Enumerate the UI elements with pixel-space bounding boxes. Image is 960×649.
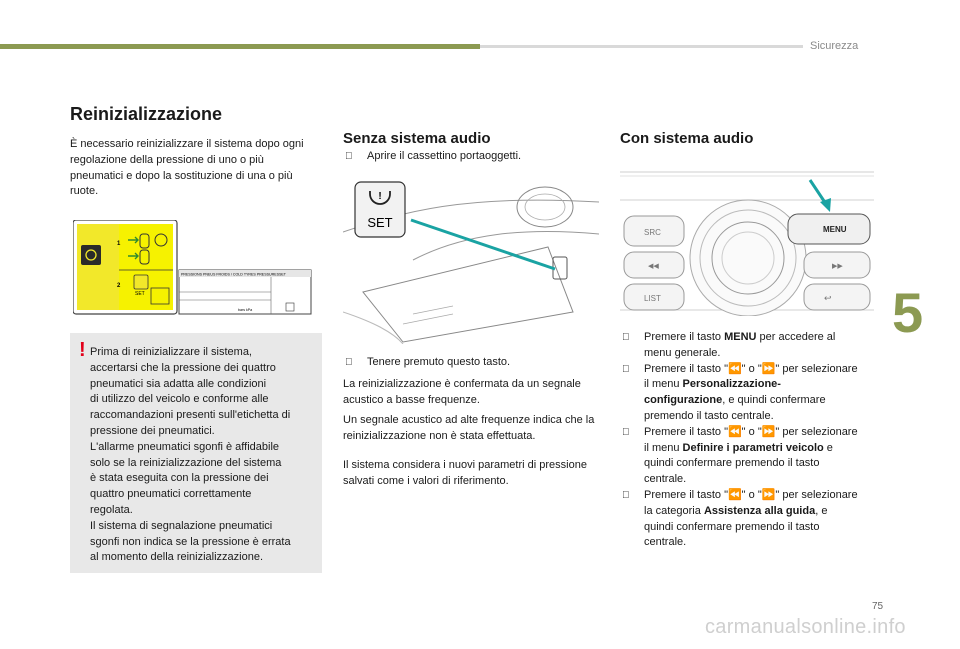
page-number: 75: [872, 601, 884, 612]
step-key: Personalizzazione-configurazione: [644, 378, 781, 407]
chapter-number: 5: [892, 281, 924, 344]
svg-text:▶▶: ▶▶: [832, 263, 843, 270]
audio-steps: [622, 330, 858, 551]
no-audio-para-1: La reinizializzazione è confermata da un segnale acustico a basse frequenze.: [343, 378, 581, 406]
panel-menu-label: MENU: [823, 225, 847, 234]
svg-text:!: !: [378, 191, 382, 202]
audio-step-2: [622, 362, 858, 425]
watermark: carmanualsonline.info: [705, 616, 906, 638]
warning-line: solo se la reinizializzazione del sistema: [90, 456, 282, 469]
audio-panel-figure: [620, 170, 874, 316]
warning-line: accertarsi che la pressione dei quattro: [90, 361, 276, 374]
step-2-number: 2: [117, 283, 121, 289]
step-text: Premere il tasto "⏪" o "⏩" per selezionare il menu: [644, 362, 858, 391]
bullet-icon: [622, 488, 644, 551]
warning-text: [90, 345, 318, 566]
header-accent-bar: [0, 44, 480, 49]
section-label: Sicurezza: [810, 40, 859, 52]
warning-line: raccomandazioni presenti sull'etichetta di: [90, 409, 291, 422]
warning-line: sgonfi non indica se la pressione è errata: [90, 535, 291, 548]
warning-line: di utilizzo del veicolo e conforme alle: [90, 393, 269, 406]
plate-footer: bars kPa: [238, 308, 253, 312]
step-1-number: 1: [117, 241, 121, 247]
label-set-text: SET: [135, 291, 145, 297]
warning-line: quattro pneumatici correttamente: [90, 488, 252, 501]
glovebox-figure: [343, 172, 599, 344]
warning-line: Il sistema di segnalazione pneumatici: [90, 519, 273, 532]
audio-step-1: [622, 330, 858, 362]
step-key: Definire i parametri veicolo: [682, 441, 824, 454]
bullet-icon: [345, 355, 367, 371]
no-audio-step-2: [345, 355, 600, 371]
step-key: Assistenza alla guida: [703, 504, 816, 517]
panel-list-label: LIST: [644, 294, 661, 303]
tyre-label-figure: [73, 220, 318, 315]
bullet-icon: [345, 149, 367, 165]
no-audio-step-2-text: Tenere premuto questo tasto.: [367, 356, 511, 368]
page-title: Reinizializzazione: [70, 104, 223, 124]
step-text: per accedere al menu generale.: [644, 331, 836, 359]
audio-step-3: [622, 425, 858, 488]
warning-line: è stata eseguita con la pressione dei: [90, 472, 269, 485]
no-audio-para-3: Il sistema considera i nuovi parametri di pressione salvati come i valori di riferimento.: [343, 459, 587, 487]
svg-text:◀◀: ◀◀: [648, 263, 659, 270]
plate-header-right: SET: [279, 272, 286, 277]
header-divider: [480, 45, 803, 48]
warning-line: pressione dei pneumatici.: [90, 424, 215, 437]
warning-icon: !: [79, 339, 86, 361]
bullet-icon: [622, 425, 644, 488]
no-audio-para-2: Un segnale acustico ad alte frequenze indica che la reinizializzazione non è stata effettuata.: [343, 414, 595, 442]
svg-text:↩: ↩: [824, 293, 832, 303]
no-audio-step-1: [345, 149, 600, 165]
step-text: e quindi confermare premendo il tasto centrale.: [644, 441, 833, 486]
step-text: Premere il tasto "⏪" o "⏩" per selezionare la categoria: [644, 488, 858, 517]
step-text: Premere il tasto: [644, 331, 725, 343]
audio-step-4: [622, 488, 858, 551]
no-audio-step-1-text: Aprire il cassettino portaoggetti.: [367, 150, 522, 162]
bullet-icon: [622, 330, 644, 362]
warning-line: regolata.: [90, 503, 133, 516]
set-button-label: SET: [367, 215, 393, 230]
no-audio-title: Senza sistema audio: [343, 130, 491, 147]
plate-header: PRESSIONS PNEUS FROIDS / COLD TYRES PRESSURES: [181, 272, 279, 277]
warning-line: al momento della reinizializzazione.: [90, 551, 264, 564]
intro-paragraph: È necessario reinizializzare il sistema dopo ogni regolazione della pressione di uno o più pneumatici e dopo la sostituzione di una o più ruote.: [70, 138, 304, 198]
step-text: Premere il tasto "⏪" o "⏩" per selezionare il menu: [644, 425, 858, 454]
step-text: , e quindi confermare premendo il tasto centrale.: [644, 394, 826, 422]
step-key: MENU: [724, 331, 757, 343]
bullet-icon: [622, 362, 644, 425]
panel-src-label: SRC: [644, 228, 661, 237]
warning-line: pneumatici sia adatta alle condizioni: [90, 377, 267, 390]
with-audio-title: Con sistema audio: [620, 130, 754, 147]
warning-line: L'allarme pneumatici sgonfi è affidabile: [90, 440, 280, 453]
step-text: , e quindi confermare premendo il tasto centrale.: [644, 504, 828, 549]
warning-line: Prima di reinizializzare il sistema,: [90, 346, 252, 358]
